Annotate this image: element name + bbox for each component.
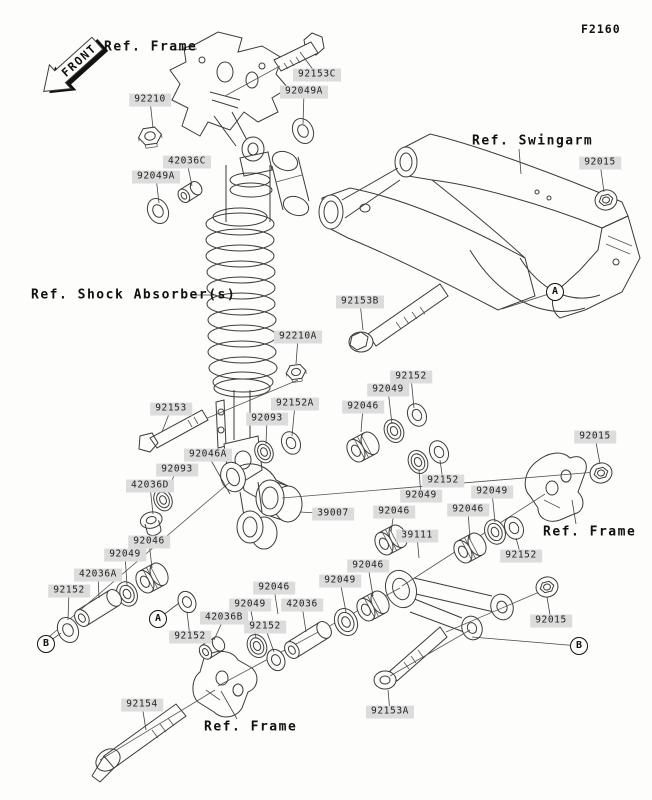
part-label-92152A: 92152A bbox=[271, 398, 319, 411]
part-washer bbox=[426, 438, 452, 467]
leader-line bbox=[187, 612, 190, 637]
part-seal bbox=[150, 486, 175, 514]
part-label-42036: 42036 bbox=[281, 599, 323, 612]
leader-line bbox=[302, 605, 306, 632]
part-label-92046: 92046 bbox=[342, 401, 384, 414]
leader-line bbox=[296, 337, 298, 364]
part-needle-bearing bbox=[343, 429, 383, 465]
leader-line bbox=[166, 470, 177, 492]
part-label-92049: 92049 bbox=[229, 599, 271, 612]
leader-line bbox=[492, 492, 495, 522]
leader-line bbox=[149, 542, 152, 568]
part-label-92153: 92153 bbox=[150, 403, 192, 416]
part-nut-92015 bbox=[588, 460, 614, 485]
bolt-92153C-drawing bbox=[274, 33, 324, 71]
leader-line bbox=[292, 404, 295, 436]
part-washer bbox=[143, 195, 172, 227]
ref-label: Ref. Frame bbox=[104, 39, 198, 55]
leader-line bbox=[417, 536, 419, 558]
leader-line bbox=[68, 591, 69, 620]
part-label-42036D: 42036D bbox=[126, 480, 174, 493]
part-label-92152: 92152 bbox=[500, 550, 542, 563]
part-label-92049: 92049 bbox=[400, 490, 442, 503]
part-washer bbox=[278, 429, 304, 458]
part-label-92049: 92049 bbox=[471, 486, 513, 499]
part-label-42036C: 42036C bbox=[163, 156, 211, 169]
front-arrow-text: FRONT bbox=[58, 41, 100, 80]
part-label-92046: 92046 bbox=[347, 560, 389, 573]
part-flanged-bushing bbox=[139, 510, 166, 538]
part-label-39007: 39007 bbox=[312, 508, 354, 521]
leader-line bbox=[388, 390, 392, 424]
part-seal bbox=[404, 447, 431, 476]
part-washer bbox=[404, 401, 430, 430]
part-seal bbox=[243, 631, 270, 660]
part-label-92152: 92152 bbox=[169, 631, 211, 644]
part-collar-long bbox=[282, 619, 335, 661]
leader-line bbox=[187, 162, 192, 186]
part-label-92152: 92152 bbox=[48, 585, 90, 598]
part-label-92210A: 92210A bbox=[274, 331, 322, 344]
ref-label: Ref. Frame bbox=[204, 719, 298, 735]
part-collar-long bbox=[72, 587, 125, 629]
part-label-92046: 92046 bbox=[373, 506, 415, 519]
bolt-92153-drawing bbox=[139, 410, 208, 452]
part-label-92152: 92152 bbox=[390, 371, 432, 384]
part-label-92152: 92152 bbox=[422, 475, 464, 488]
ref-label: Ref. Frame bbox=[543, 524, 637, 540]
leader-line bbox=[516, 538, 521, 556]
leader-line bbox=[368, 566, 373, 596]
leader-line bbox=[173, 49, 197, 50]
part-label-39111: 39111 bbox=[396, 530, 438, 543]
right-frame-bracket-drawing bbox=[525, 453, 586, 521]
ref-label: Ref. Swingarm bbox=[472, 133, 594, 149]
leader-line bbox=[572, 500, 576, 524]
part-label-92049: 92049 bbox=[367, 384, 409, 397]
part-label-92015: 92015 bbox=[530, 615, 572, 628]
front-arrow-badge bbox=[33, 29, 113, 107]
leader-line bbox=[388, 690, 390, 712]
leader-line bbox=[142, 705, 146, 730]
part-label-92153A: 92153A bbox=[366, 706, 414, 719]
part-label-92153B: 92153B bbox=[336, 296, 384, 309]
bottom-frame-bracket-drawing bbox=[193, 651, 257, 717]
leader-line bbox=[547, 597, 551, 621]
part-label-92046: 92046 bbox=[128, 536, 170, 549]
leader-line bbox=[595, 437, 600, 464]
leader-line bbox=[300, 512, 333, 514]
shock-absorber-drawing bbox=[206, 137, 311, 480]
part-nut-92015 bbox=[534, 574, 560, 599]
part-label-92049: 92049 bbox=[319, 575, 361, 588]
part-label-42036B: 42036B bbox=[200, 612, 248, 625]
leader-line bbox=[150, 100, 153, 128]
bolt-92153B-drawing bbox=[349, 284, 448, 352]
leader-line bbox=[46, 633, 61, 644]
part-needle-bearing bbox=[371, 522, 411, 558]
leader-line bbox=[158, 603, 179, 619]
leader-line bbox=[600, 163, 604, 192]
part-label-92049A: 92049A bbox=[132, 171, 180, 184]
leader-line bbox=[411, 377, 414, 408]
part-label-92049A: 92049A bbox=[280, 86, 328, 99]
leader-line bbox=[360, 302, 363, 330]
part-label-92093: 92093 bbox=[246, 413, 288, 426]
bolt-92153A-drawing bbox=[374, 627, 447, 689]
leader-line bbox=[274, 588, 278, 614]
leader-line bbox=[266, 419, 267, 444]
part-label-92015: 92015 bbox=[579, 157, 621, 170]
exploded-axis-lines bbox=[50, 66, 596, 760]
bolt-92154-drawing bbox=[92, 704, 186, 782]
leader-line bbox=[214, 618, 224, 640]
view-marker-B: B bbox=[37, 635, 55, 653]
part-label-92093: 92093 bbox=[156, 464, 198, 477]
part-label-92046A: 92046A bbox=[184, 449, 232, 462]
ref-label: Ref. Shock Absorber(s) bbox=[31, 287, 237, 303]
view-marker-A: A bbox=[546, 283, 564, 301]
leader-line bbox=[340, 581, 346, 612]
view-marker-B: B bbox=[570, 637, 588, 655]
rocker-arm-39007-drawing bbox=[217, 459, 302, 549]
part-label-92152: 92152 bbox=[244, 621, 286, 634]
swingarm-drawing bbox=[319, 134, 640, 318]
part-label-92153C: 92153C bbox=[293, 69, 341, 82]
leader-line bbox=[150, 486, 153, 514]
part-label-42036A: 42036A bbox=[74, 569, 122, 582]
part-nut-92210 bbox=[137, 126, 163, 149]
figure-code: F2160 bbox=[581, 22, 621, 36]
part-seal bbox=[380, 416, 407, 445]
part-label-92046: 92046 bbox=[253, 582, 295, 595]
leader-line bbox=[221, 691, 237, 719]
part-label-92210: 92210 bbox=[129, 94, 171, 107]
part-collar bbox=[197, 635, 227, 662]
part-label-92049: 92049 bbox=[104, 549, 146, 562]
part-collar bbox=[176, 179, 205, 204]
part-label-92015: 92015 bbox=[574, 431, 616, 444]
part-washer bbox=[175, 588, 200, 615]
part-label-92046: 92046 bbox=[447, 504, 489, 517]
view-marker-A: A bbox=[149, 610, 167, 628]
leader-line bbox=[472, 637, 579, 646]
part-label-92154: 92154 bbox=[121, 699, 163, 712]
leader-line bbox=[250, 605, 256, 638]
leader-line bbox=[361, 407, 363, 432]
part-nut-92210A bbox=[285, 364, 307, 384]
